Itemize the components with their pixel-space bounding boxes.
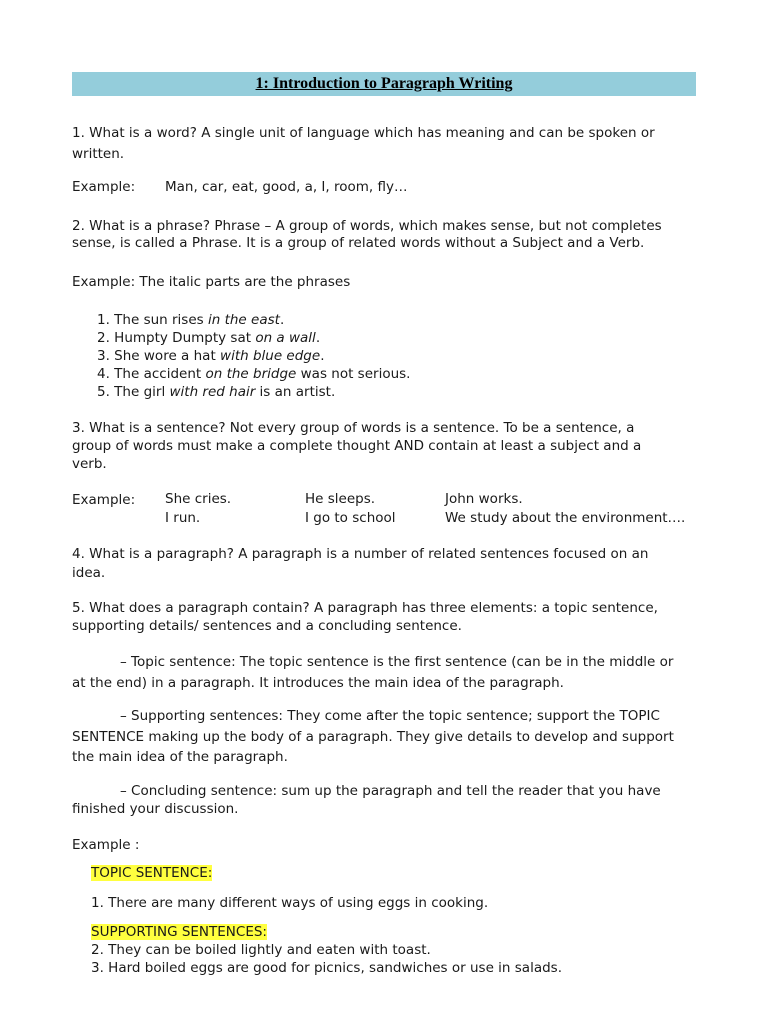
phrase-text: 5. The girl bbox=[97, 384, 170, 400]
phrase-text: 1. The sun rises bbox=[97, 312, 208, 328]
phrase-italic: in the east bbox=[207, 312, 280, 328]
example-word-label: Example: bbox=[72, 179, 136, 195]
topic-heading-text: TOPIC SENTENCE: bbox=[91, 865, 213, 881]
phrase-text: . bbox=[279, 312, 285, 328]
sentence-example: I run. bbox=[165, 510, 201, 526]
supporting-heading bbox=[91, 923, 267, 941]
sentence-example: She cries. bbox=[165, 491, 232, 507]
supporting-heading-text: SUPPORTING SENTENCES: bbox=[91, 924, 267, 940]
supporting-example-2: 3. Hard boiled eggs are good for picnics, sandwiches or use in salads. bbox=[91, 960, 562, 976]
q2-line-1: 2. What is a phrase? Phrase – A group of words, which makes sense, but not completes bbox=[72, 218, 662, 234]
example-sentences-label: Example: bbox=[72, 492, 136, 508]
q2-line-2: sense, is called a Phrase. It is a group of related words without a Subject and a Verb. bbox=[72, 235, 645, 251]
q4-line-2: idea. bbox=[72, 565, 106, 581]
supporting-example-1: 2. They can be boiled lightly and eaten with toast. bbox=[91, 942, 431, 958]
topic-desc-line-2: at the end) in a paragraph. It introduces the main idea of the paragraph. bbox=[72, 675, 564, 691]
title-bar bbox=[72, 72, 696, 96]
sentence-example: John works. bbox=[445, 491, 523, 507]
concluding-desc-line-1: – Concluding sentence: sum up the paragraph and tell the reader that you have bbox=[120, 783, 661, 799]
sentence-example: We study about the environment…. bbox=[445, 510, 686, 526]
topic-example: 1. There are many different ways of using eggs in cooking. bbox=[91, 895, 489, 911]
phrase-item bbox=[97, 311, 284, 329]
sentence-example: He sleeps. bbox=[305, 491, 376, 507]
phrase-item bbox=[97, 329, 320, 347]
example-phrase-intro: Example: The italic parts are the phrases bbox=[72, 274, 351, 290]
example-word-text: Man, car, eat, good, a, I, room, fly… bbox=[165, 179, 408, 195]
phrase-item bbox=[97, 365, 410, 383]
phrase-italic: on the bridge bbox=[205, 366, 297, 382]
q1-line-1: 1. What is a word? A single unit of language which has meaning and can be spoken or bbox=[72, 125, 655, 141]
phrase-text: 3. She wore a hat bbox=[97, 348, 221, 364]
phrase-item bbox=[97, 383, 335, 401]
supporting-desc-line-1: – Supporting sentences: They come after the topic sentence; support the TOPIC bbox=[120, 708, 660, 724]
phrase-text: 4. The accident bbox=[97, 366, 206, 382]
phrase-text: 2. Humpty Dumpty sat bbox=[97, 330, 256, 346]
phrase-text: . bbox=[315, 330, 321, 346]
phrase-italic: with red hair bbox=[169, 384, 256, 400]
concluding-desc-line-2: finished your discussion. bbox=[72, 801, 239, 817]
q5-line-1: 5. What does a paragraph contain? A paragraph has three elements: a topic sentence, bbox=[72, 600, 658, 616]
phrase-italic: on a wall bbox=[255, 330, 316, 346]
phrase-italic: with blue edge bbox=[220, 348, 321, 364]
phrase-text: is an artist. bbox=[255, 384, 336, 400]
phrase-text: . bbox=[320, 348, 325, 364]
q3-line-2: group of words must make a complete thought AND contain at least a subject and a bbox=[72, 438, 642, 454]
sentence-example: I go to school bbox=[305, 510, 396, 526]
supporting-desc-line-3: the main idea of the paragraph. bbox=[72, 749, 288, 765]
sentence-column-3 bbox=[445, 490, 685, 528]
sentence-column-2 bbox=[305, 490, 396, 528]
topic-desc-line-1: – Topic sentence: The topic sentence is the first sentence (can be in the middle or bbox=[120, 654, 674, 670]
q1-line-2: written. bbox=[72, 146, 125, 162]
phrase-item bbox=[97, 347, 324, 365]
supporting-desc-line-2: SENTENCE making up the body of a paragraph. They give details to develop and support bbox=[72, 729, 674, 745]
phrase-text: was not serious. bbox=[296, 366, 411, 382]
page-title: 1: Introduction to Paragraph Writing bbox=[255, 75, 513, 92]
q3-line-3: verb. bbox=[72, 456, 107, 472]
example-label: Example : bbox=[72, 837, 140, 853]
q5-line-2: supporting details/ sentences and a concluding sentence. bbox=[72, 618, 462, 634]
q4-line-1: 4. What is a paragraph? A paragraph is a number of related sentences focused on an bbox=[72, 546, 649, 562]
q3-line-1: 3. What is a sentence? Not every group of words is a sentence. To be a sentence, a bbox=[72, 420, 635, 436]
sentence-column-1 bbox=[165, 490, 231, 528]
topic-heading bbox=[91, 864, 212, 882]
